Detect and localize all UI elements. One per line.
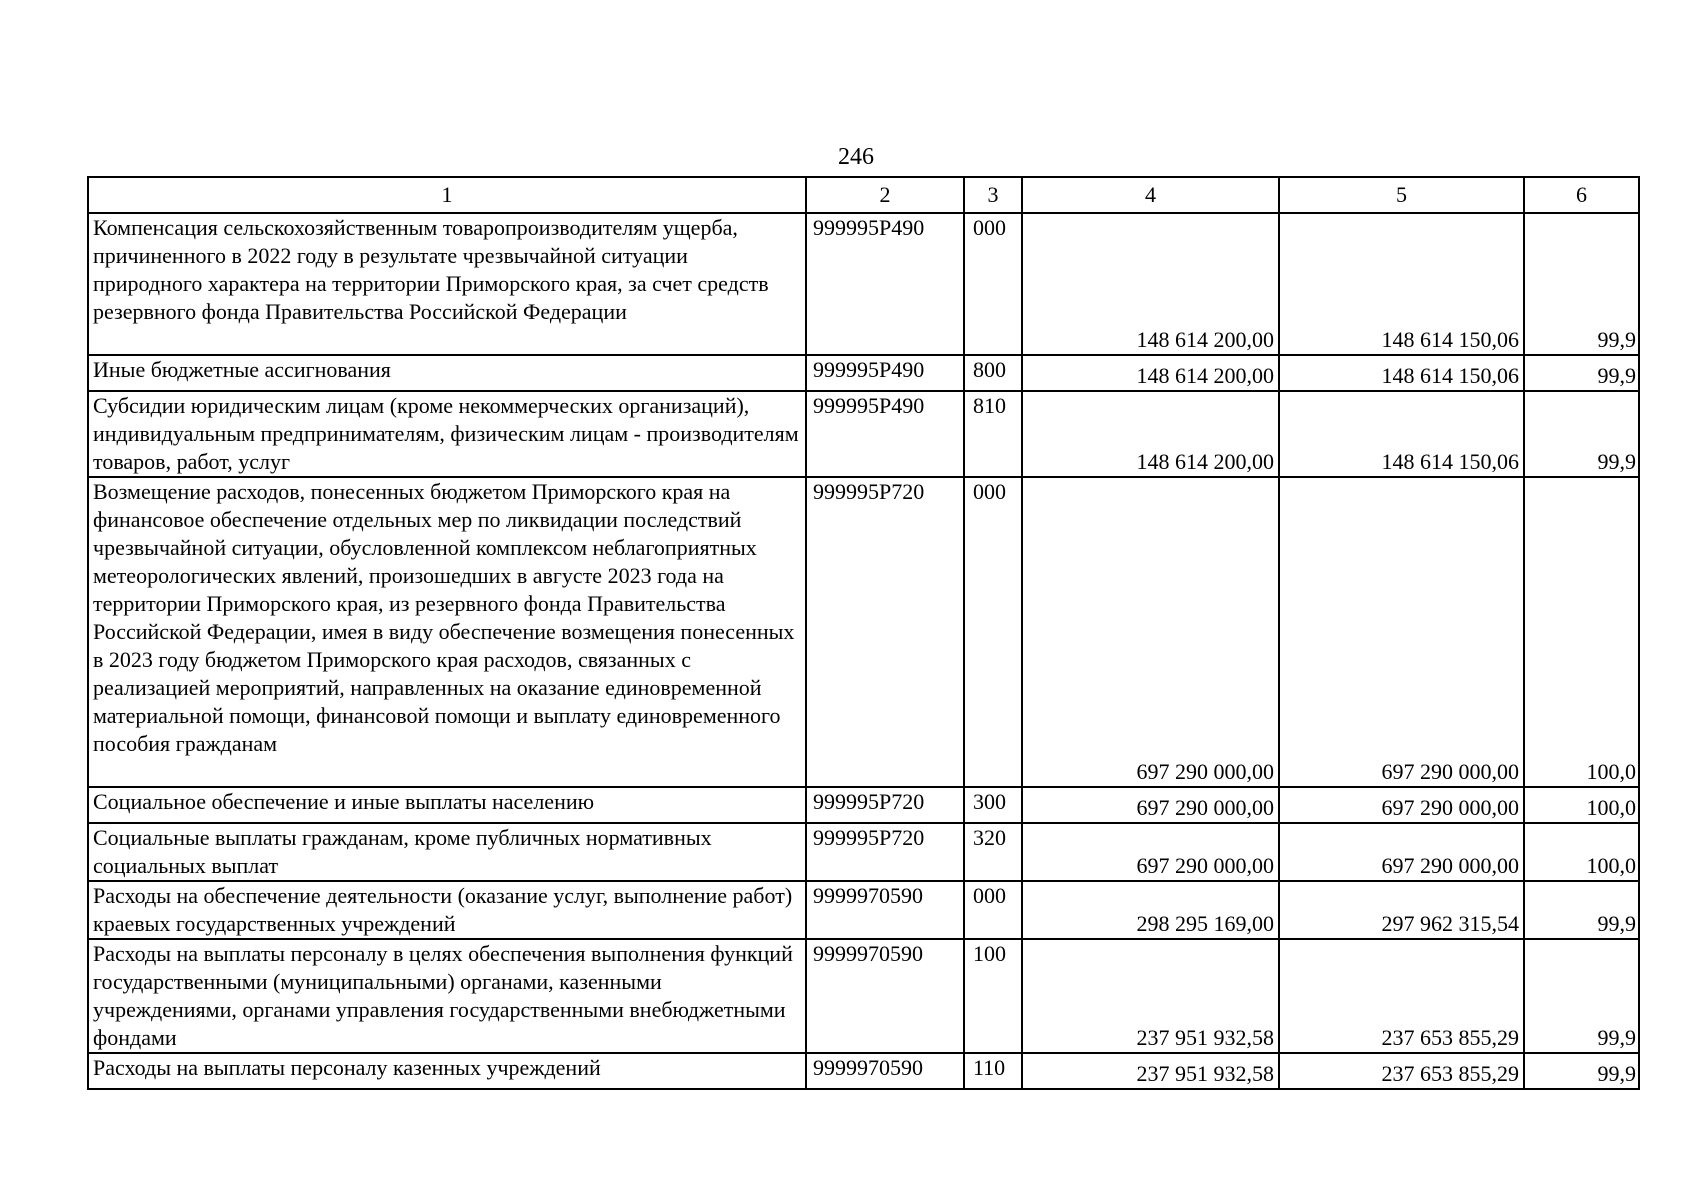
- table-row: [88, 477, 1639, 787]
- executed-amount: 148 614 150,06: [1279, 391, 1524, 477]
- column-number: 5: [1279, 177, 1524, 213]
- expense-type-code: 100: [964, 939, 1022, 1053]
- planned-amount: 237 951 932,58: [1022, 1053, 1279, 1089]
- column-number-row: [88, 177, 1639, 213]
- table-row: [88, 355, 1639, 391]
- table-row: [88, 823, 1639, 881]
- expense-name: Социальные выплаты гражданам, кроме публичных нормативных социальных выплат: [88, 823, 806, 881]
- expense-type-code: 810: [964, 391, 1022, 477]
- table-row: [88, 881, 1639, 939]
- executed-amount: 148 614 150,06: [1279, 355, 1524, 391]
- expense-name: Расходы на обеспечение деятельности (оказание услуг, выполнение работ) краевых государственных учреждений: [88, 881, 806, 939]
- execution-percent: 100,0: [1524, 477, 1639, 787]
- execution-percent: 100,0: [1524, 823, 1639, 881]
- table-row: [88, 939, 1639, 1053]
- target-article-code: 999995Р490: [806, 391, 964, 477]
- executed-amount: 148 614 150,06: [1279, 213, 1524, 355]
- target-article-code: 999995Р720: [806, 477, 964, 787]
- expense-name: Расходы на выплаты персоналу в целях обеспечения выполнения функций государственными (муниципальными) органами, казенными учреждениями, органами управления государственными внебюджетными фондами: [88, 939, 806, 1053]
- expense-type-code: 300: [964, 787, 1022, 823]
- expense-name: Компенсация сельскохозяйственным товаропроизводителям ущерба, причиненного в 2022 году в результате чрезвычайной ситуации природного характера на территории Приморского края, за счет средств резервного фонда Правительства Российской Федерации: [88, 213, 806, 355]
- expense-type-code: 000: [964, 213, 1022, 355]
- table-row: [88, 787, 1639, 823]
- executed-amount: 697 290 000,00: [1279, 823, 1524, 881]
- executed-amount: 237 653 855,29: [1279, 939, 1524, 1053]
- planned-amount: 697 290 000,00: [1022, 477, 1279, 787]
- expense-name: Расходы на выплаты персоналу казенных учреждений: [88, 1053, 806, 1089]
- column-number: 4: [1022, 177, 1279, 213]
- expense-name: Иные бюджетные ассигнования: [88, 355, 806, 391]
- expense-name: Возмещение расходов, понесенных бюджетом Приморского края на финансовое обеспечение отдельных мер по ликвидации последствий чрезвычайной ситуации, обусловленной комплексом неблагоприятных метеорологических явлений, произошедших в августе 2023 года на территории Приморского края, из резервного фонда Правительства Российской Федерации, имея в виду обеспечение возмещения понесенных в 2023 году бюджетом Приморского края расходов, связанных с реализацией мероприятий, направленных на оказание единовременной материальной помощи, финансовой помощи и выплату единовременного пособия гражданам: [88, 477, 806, 787]
- execution-percent: 99,9: [1524, 881, 1639, 939]
- planned-amount: 148 614 200,00: [1022, 391, 1279, 477]
- column-number: 1: [88, 177, 806, 213]
- target-article-code: 999995Р720: [806, 823, 964, 881]
- executed-amount: 697 290 000,00: [1279, 477, 1524, 787]
- expense-type-code: 320: [964, 823, 1022, 881]
- target-article-code: 999995Р490: [806, 355, 964, 391]
- target-article-code: 9999970590: [806, 939, 964, 1053]
- planned-amount: 697 290 000,00: [1022, 787, 1279, 823]
- budget-execution-table: [87, 176, 1640, 1090]
- page-number: 246: [838, 144, 874, 170]
- execution-percent: 99,9: [1524, 355, 1639, 391]
- planned-amount: 298 295 169,00: [1022, 881, 1279, 939]
- target-article-code: 9999970590: [806, 881, 964, 939]
- target-article-code: 999995Р490: [806, 213, 964, 355]
- executed-amount: 237 653 855,29: [1279, 1053, 1524, 1089]
- planned-amount: 148 614 200,00: [1022, 355, 1279, 391]
- planned-amount: 237 951 932,58: [1022, 939, 1279, 1053]
- execution-percent: 100,0: [1524, 787, 1639, 823]
- planned-amount: 148 614 200,00: [1022, 213, 1279, 355]
- column-number: 3: [964, 177, 1022, 213]
- column-number: 2: [806, 177, 964, 213]
- table-row: [88, 1053, 1639, 1089]
- expense-type-code: 110: [964, 1053, 1022, 1089]
- target-article-code: 999995Р720: [806, 787, 964, 823]
- execution-percent: 99,9: [1524, 213, 1639, 355]
- execution-percent: 99,9: [1524, 1053, 1639, 1089]
- execution-percent: 99,9: [1524, 939, 1639, 1053]
- expense-type-code: 000: [964, 881, 1022, 939]
- executed-amount: 697 290 000,00: [1279, 787, 1524, 823]
- target-article-code: 9999970590: [806, 1053, 964, 1089]
- execution-percent: 99,9: [1524, 391, 1639, 477]
- table-row: [88, 391, 1639, 477]
- executed-amount: 297 962 315,54: [1279, 881, 1524, 939]
- column-number: 6: [1524, 177, 1639, 213]
- expense-type-code: 800: [964, 355, 1022, 391]
- expense-name: Социальное обеспечение и иные выплаты населению: [88, 787, 806, 823]
- expense-type-code: 000: [964, 477, 1022, 787]
- table-row: [88, 213, 1639, 355]
- planned-amount: 697 290 000,00: [1022, 823, 1279, 881]
- expense-name: Субсидии юридическим лицам (кроме некоммерческих организаций), индивидуальным предпринимателям, физическим лицам - производителям товаров, работ, услуг: [88, 391, 806, 477]
